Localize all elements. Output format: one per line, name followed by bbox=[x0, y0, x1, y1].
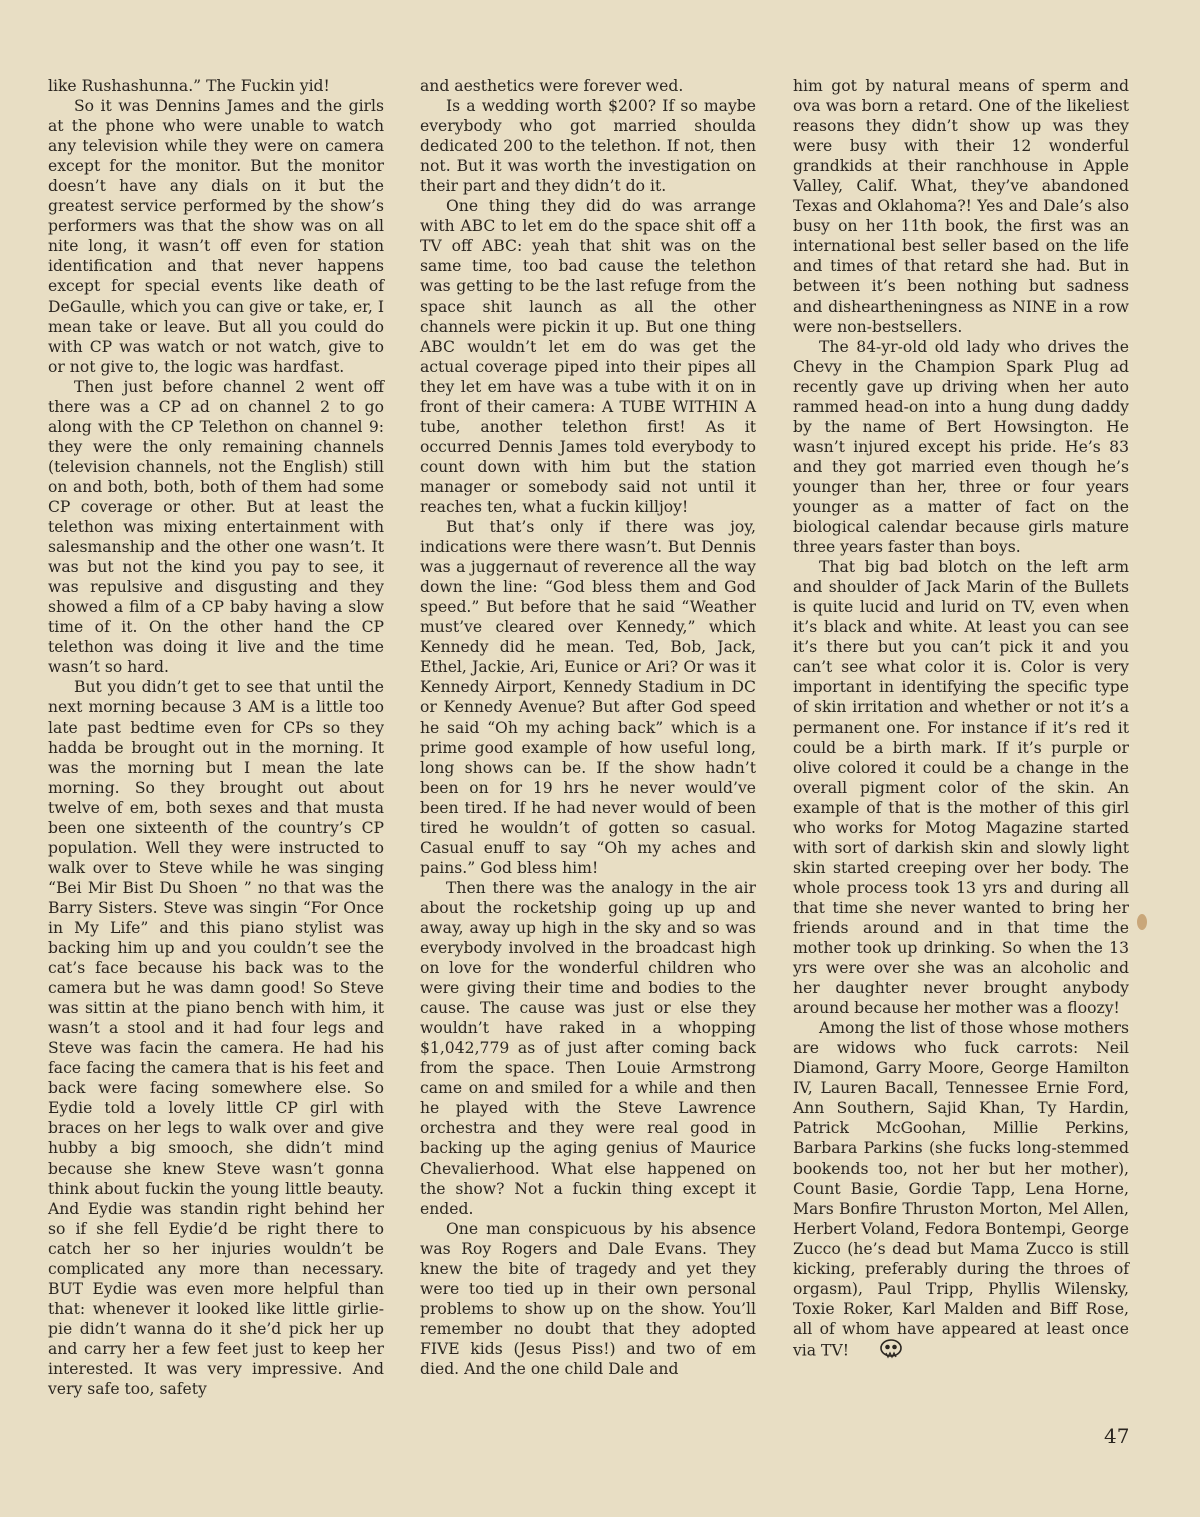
paragraph: Is a wedding worth $200? If so maybe everybody who got married shoulda dedicated 200 to the telethon. If not, then not. But it was worth the investigation on their part and they didn’t do it. bbox=[420, 97, 756, 196]
last-paragraph bbox=[793, 1018, 1129, 1364]
paragraph: But you didn’t get to see that until the next morning because 3 AM is a little too late past bedtime even for CPs so they hadda be brought out in the morning. It was the morning but I mean the late morning. So they brought out about twelve of em, both sexes and that musta been one sixteenth of the country’s CP population. Well they were instructed to walk over to Steve while he was singing “Bei Mir Bist Du Shoen ” no that was the Barry Sisters. Steve was singin “For Once in My Life” and this piano stylist was backing him up and you couldn’t see the cat’s face because his back was to the camera but he was damn good! So Steve was sittin at the piano bench with him, it wasn’t a stool and it had four legs and Steve was facin the camera. He had his face facing the camera that is his feet and back were facing somewhere else. So Eydie told a lovely little CP girl with braces on her legs to walk over and give hubby a big smooch, she didn’t mind because she knew Steve wasn’t gonna think about fuckin the young little beauty. And Eydie was standin right behind her so if she fell Eydie’d be right there to catch her so her injuries wouldn’t be complicated any more than necessary. BUT Eydie was even more helpful than that: whenever it looked like little girlie-pie didn’t wanna do it she’d pick her up and carry her a few feet just to keep her interested. It was very impressive. And very safe too, safety bbox=[48, 678, 384, 1399]
paper-stain bbox=[1137, 914, 1147, 930]
skull-ornament-icon bbox=[853, 1339, 903, 1364]
paragraph: So it was Dennins James and the girls at the phone who were unable to watch any television while they were on camera except for the monitor. But the monitor doesn’t have any dials on it but the greatest service performed by the show’s performers was that the show was on all nite long, it wasn’t off even for station identification and that never happens except for special events like death of DeGaulle, which you can give or take, er, I mean take or leave. But all you could do with CP was watch or not watch, give to or not give to, the logic was hardfast. bbox=[48, 97, 384, 376]
paragraph: and aesthetics were forever wed. bbox=[420, 77, 684, 95]
text-column-3 bbox=[793, 76, 1129, 1364]
text-column-1 bbox=[48, 76, 384, 1399]
text-column-2 bbox=[420, 76, 756, 1379]
paragraph: like Rushashunna.” The Fuckin yid! bbox=[48, 77, 330, 95]
paragraph: That big bad blotch on the left arm and shoulder of Jack Marin of the Bullets is quite lucid and lurid on TV, even when it’s black and white. At least you can see it’s there but you can’t pick it and you can’t see what color it is. Color is very important in identifying the specific type of skin irritation and whether or not it’s a permanent one. For instance if it’s red it could be a birth mark. If it’s purple or olive colored it could be a change in the overall pigment color of the skin. An example of that is the mother of this girl who works for Motog Magazine started with sort of darkish skin and slowly light skin started creeping over her body. The whole process took 13 yrs and during all that time she never wanted to bring her friends around and in that time the mother took up drinking. So when the 13 yrs were over she was an alcoholic and her daughter never brought anybody around because her mother was a floozy! bbox=[793, 558, 1129, 1018]
paragraph: The 84-yr-old old lady who drives the Chevy in the Champion Spark Plug ad recently gave up driving when her auto rammed head-on into a hung dung daddy by the name of Bert Howsington. He wasn’t injured except his pride. He’s 83 and they got married even though he’s younger than her, three or four years younger as a matter of fact on the biological calendar because girls mature three years faster than boys. bbox=[793, 337, 1129, 557]
paragraph: One man conspicuous by his absence was Roy Rogers and Dale Evans. They knew the bite of tragedy and yet they were too tied up in their own personal problems to show up on the show. You’ll remember no doubt that they adopted FIVE kids (Jesus Piss!) and two of em died. And the one child Dale and bbox=[420, 1219, 756, 1378]
paragraph: But that’s only if there was joy, indications were there wasn’t. But Dennis was a juggernaut of reverence all the way down the line: “God bless them and God speed.” But before that he said “Weather must’ve cleared over Kennedy,” which Kennedy did he mean. Ted, Bob, Jack, Ethel, Jackie, Ari, Eunice or Ari? Or was it Kennedy Airport, Kennedy Stadium in DC or Kennedy Avenue? But after God speed he said “Oh my aching back” which is a prime good example of how useful long, long shows can be. If the show hadn’t been on for 19 hrs he never would’ve been tired. If he had never would of been tired he wouldn’t of gotten so casual. Casual enuff to say “Oh my aches and pains.” God bless him! bbox=[420, 518, 756, 877]
paragraph: One thing they did do was arrange with ABC to let em do the space shit off a TV off ABC: yeah that shit was on the same time, too bad cause the telethon was getting to be the last refuge from the space shit launch as all the other channels were pickin it up. But one thing ABC wouldn’t let em do was get the actual coverage piped into their pipes all they let em have was a tube with it on in front of their camera: A TUBE WITHIN A tube, another telethon first! As it occurred Dennis James told everybody to count down with him but the station manager or somebody said not until it reaches ten, what a fuckin killjoy! bbox=[420, 197, 756, 516]
paragraph-text: Among the list of those whose mothers are widows who fuck carrots: Neil Diamond, Garry Moore, George Hamilton IV, Lauren Bacall, Tennessee Ernie Ford, Ann Southern, Sajid Khan, Ty Hardin, Patrick McGoohan, Millie Perkins, Barbara Parkins (she fucks long-stemmed bookends too, not her but her mother), Count Basie, Gordie Tapp, Lena Horne, Mars Bonfire Thruston Morton, Mel Allen, Herbert Voland, Fedora Bontempi, George Zucco (he’s dead but Mama Zucco is still kicking, preferably during the throes of orgasm), Paul Tripp, Phyllis Wilensky, Toxie Roker, Karl Malden and Biff Rose, all of whom have appeared at least once via TV! bbox=[793, 1019, 1129, 1360]
paragraph: Then just before channel 2 went off there was a CP ad on channel 2 to go along with the CP Telethon on channel 9: they were the only remaining channels (television channels, not the English) still on and both, both, both of them had some CP coverage or other. But at least the telethon was mixing entertainment with salesmanship and the other one wasn’t. It was but not the kind you pay to see, it was repulsive and disgusting and they showed a film of a CP baby having a slow time of it. On the other hand the CP telethon was doing it live and the time wasn’t so hard. bbox=[48, 377, 384, 677]
page-number: 47 bbox=[1104, 1424, 1130, 1448]
paragraph: him got by natural means of sperm and ova was born a retard. One of the likeliest reasons they didn’t show up was they were busy with their 12 wonderful grandkids at their ranchhouse in Apple Valley, Calif. What, they’ve abandoned Texas and Oklahoma?! Yes and Dale’s also busy on her 11th book, the first was an international best seller based on the life and times of that retard she had. But in between it’s been nothing but sadness and disheartheningness as NINE in a row were non-bestsellers. bbox=[793, 77, 1129, 336]
paragraph: Then there was the analogy in the air about the rocketship going up up and away, away up high in the sky and so was everybody involved in the broadcast high on love for the wonderful children who were giving their time and bodies to the cause. The cause was just or else they wouldn’t have raked in a whopping $1,042,779 as of just after coming back from the space. Then Louie Armstrong came on and smiled for a while and then he played with the Steve Lawrence orchestra and they were real good in backing up the aging genius of Maurice Chevalierhood. What else happened on the show? Not a fuckin thing except it ended. bbox=[420, 878, 756, 1218]
